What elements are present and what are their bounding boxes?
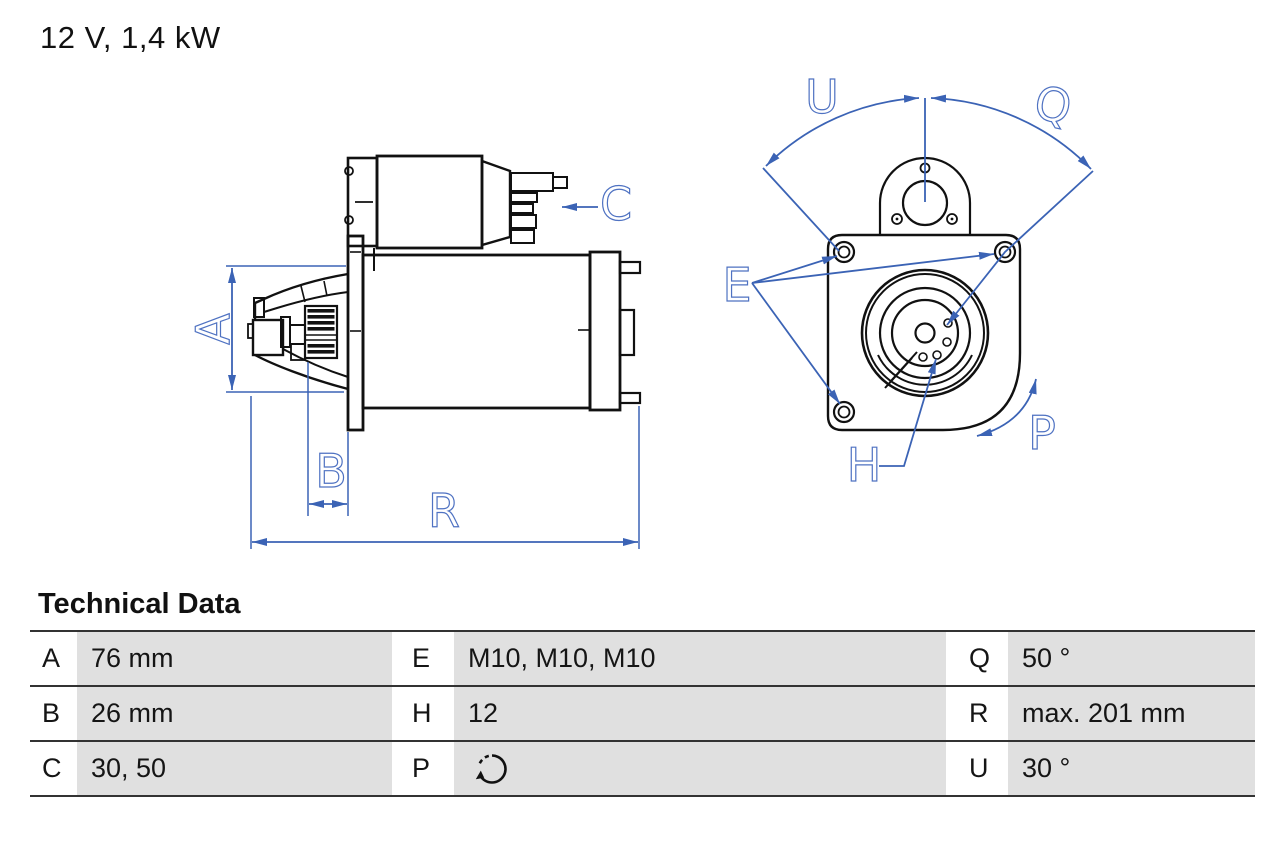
table-row xyxy=(30,740,1255,795)
label-q: Q xyxy=(1029,74,1077,136)
label-c: C xyxy=(599,177,633,231)
label-p: P xyxy=(1028,406,1056,460)
drive-bearing-rings xyxy=(862,270,988,396)
label-a: A xyxy=(186,313,241,345)
table-row xyxy=(30,685,1255,740)
key-e: E xyxy=(392,632,454,685)
value-u: 30 ° xyxy=(1008,742,1255,795)
value-a: 76 mm xyxy=(77,632,392,685)
key-p: P xyxy=(392,742,454,795)
label-b: B xyxy=(315,444,347,498)
label-r: R xyxy=(428,484,460,538)
label-e: E xyxy=(722,258,752,312)
key-a: A xyxy=(30,632,77,685)
front-view-drawing xyxy=(828,158,1020,430)
value-e: M10, M10, M10 xyxy=(454,632,946,685)
value-c: 30, 50 xyxy=(77,742,392,795)
label-u: U xyxy=(805,70,839,124)
value-q: 50 ° xyxy=(1008,632,1255,685)
value-h: 12 xyxy=(454,687,946,740)
key-q: Q xyxy=(946,632,1008,685)
key-r: R xyxy=(946,687,1008,740)
key-c: C xyxy=(30,742,77,795)
key-b: B xyxy=(30,687,77,740)
label-h: H xyxy=(846,438,882,492)
technical-data-table xyxy=(30,630,1255,797)
value-r: max. 201 mm xyxy=(1008,687,1255,740)
key-u: U xyxy=(946,742,1008,795)
angle-u-arc xyxy=(766,98,919,166)
table-heading: Technical Data xyxy=(38,588,241,620)
key-h: H xyxy=(392,687,454,740)
rotation-direction-icon xyxy=(470,749,514,789)
pinion-gear xyxy=(305,306,337,358)
value-b: 26 mm xyxy=(77,687,392,740)
product-spec-title: 12 V, 1,4 kW xyxy=(40,20,221,55)
table-row xyxy=(30,630,1255,685)
solenoid-terminals xyxy=(511,173,567,243)
value-p xyxy=(454,742,946,795)
side-view-drawing xyxy=(248,156,640,430)
